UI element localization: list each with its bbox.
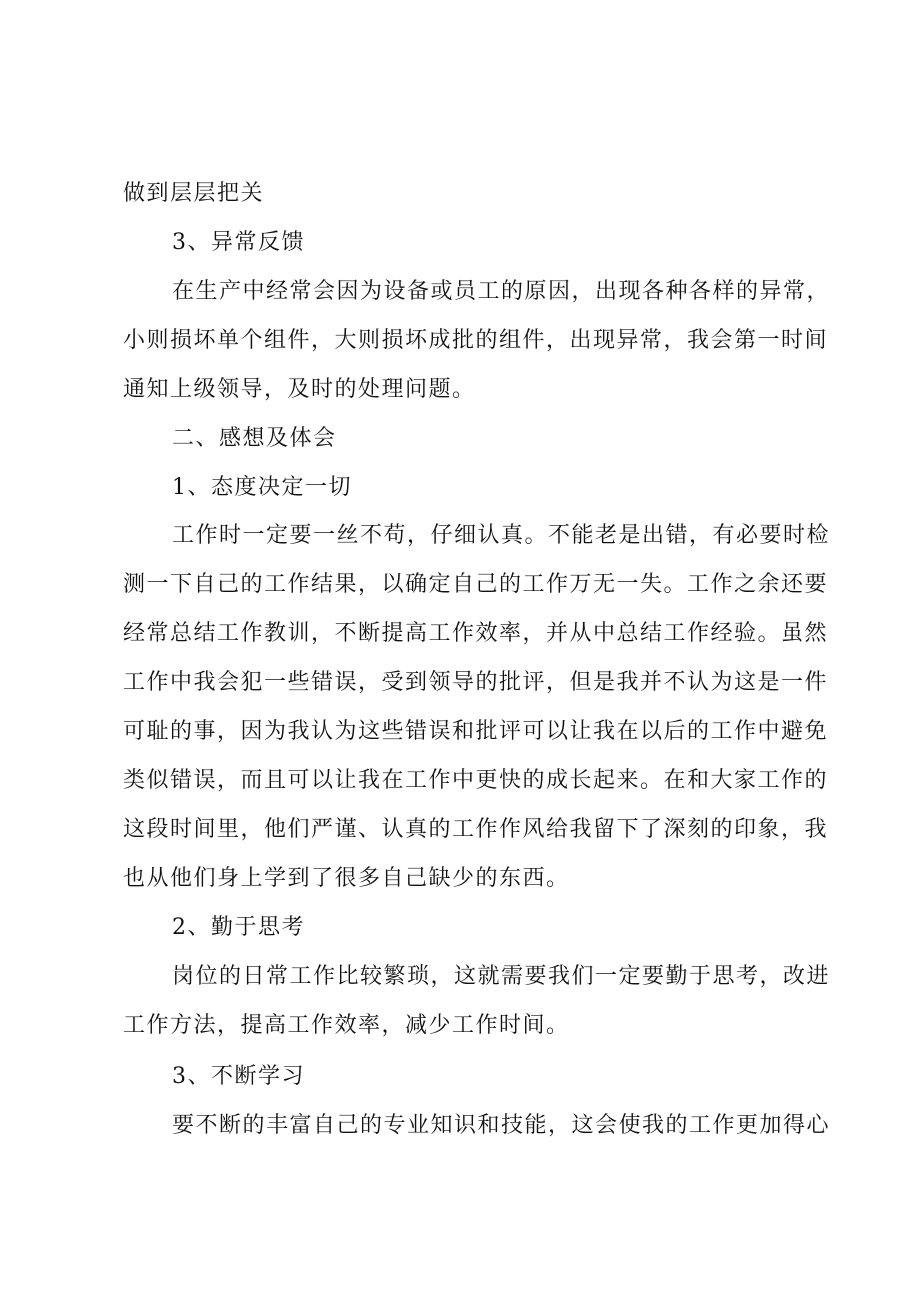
paragraph-line: 工作中我会犯一些错误，受到领导的批评，但是我并不认为这是一件 bbox=[123, 670, 829, 695]
paragraph-line: 通知上级领导，及时的处理问题。 bbox=[123, 377, 476, 402]
paragraph-line: 类似错误，而且可以让我在工作中更快的成长起来。在和大家工作的 bbox=[123, 768, 829, 793]
paragraph-line: 要不断的丰富自己的专业知识和技能，这会使我的工作更加得心 bbox=[172, 1113, 831, 1138]
text-line-continuation: 做到层层把关 bbox=[123, 181, 265, 206]
subheading-learn: 3、不断学习 bbox=[172, 1064, 305, 1089]
paragraph-line: 岗位的日常工作比较繁琐，这就需要我们一定要勤于思考，改进 bbox=[172, 964, 831, 989]
section-heading-abnormal-feedback: 3、异常反馈 bbox=[172, 230, 305, 255]
paragraph-line: 工作方法，提高工作效率，减少工作时间。 bbox=[123, 1013, 570, 1038]
paragraph-line: 工作时一定要一丝不苟，仔细认真。不能老是出错，有必要时检 bbox=[172, 523, 831, 548]
subheading-attitude: 1、态度决定一切 bbox=[172, 475, 352, 500]
paragraph-line: 测一下自己的工作结果，以确定自己的工作万无一失。工作之余还要 bbox=[123, 572, 829, 597]
paragraph-line: 在生产中经常会因为设备或员工的原因，出现各种各样的异常， bbox=[172, 279, 831, 304]
section-heading-reflections: 二、感想及体会 bbox=[172, 426, 337, 451]
paragraph-line: 经常总结工作教训，不断提高工作效率，并从中总结工作经验。虽然 bbox=[123, 621, 829, 646]
paragraph-line: 小则损坏单个组件，大则损坏成批的组件，出现异常，我会第一时间 bbox=[123, 328, 829, 353]
subheading-think: 2、勤于思考 bbox=[172, 915, 305, 940]
paragraph-line: 这段时间里，他们严谨、认真的工作作风给我留下了深刻的印象，我 bbox=[123, 817, 829, 842]
paragraph-line: 也从他们身上学到了很多自己缺少的东西。 bbox=[123, 866, 570, 891]
paragraph-line: 可耻的事，因为我认为这些错误和批评可以让我在以后的工作中避免 bbox=[123, 719, 829, 744]
